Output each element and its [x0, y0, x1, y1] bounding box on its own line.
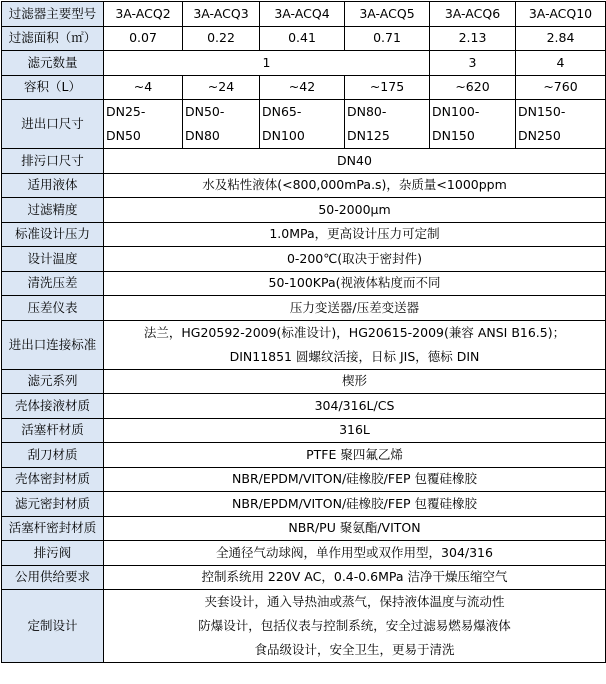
header-row: [2, 2, 606, 27]
row-value: 50-2000μm: [104, 198, 606, 223]
spec-row: [2, 222, 606, 247]
spec-row: [2, 149, 606, 174]
cell-value: ~24: [183, 75, 260, 100]
custom-row: [2, 590, 606, 663]
row-value: 50-100KPa(视液体粘度而不同: [104, 271, 606, 296]
row-value: 0-200℃(取决于密封件): [104, 247, 606, 272]
row-label: 滤元数量: [2, 51, 104, 76]
port-size-line: DN65-: [262, 104, 302, 119]
row-label: 排污阀: [2, 541, 104, 566]
row-label: 设计温度: [2, 247, 104, 272]
port-size-line: DN100-: [432, 104, 480, 119]
row-label: 容积（L）: [2, 75, 104, 100]
cell-value: ~42: [260, 75, 345, 100]
port-size-line: DN25-: [106, 104, 146, 119]
spec-row: [2, 467, 606, 492]
cell-value: 3: [430, 51, 516, 76]
connection-line: 法兰，HG20592-2009(标准设计)，HG20615-2009(兼容 ANSI B16.5)；: [143, 324, 566, 340]
port-size-line: DN50-: [185, 104, 225, 119]
port-size: [260, 100, 345, 149]
model-name: 3A-ACQ3: [183, 2, 260, 27]
model-name: 3A-ACQ4: [260, 2, 345, 27]
row-label: 活塞杆密封材质: [2, 516, 104, 541]
spec-row: [2, 296, 606, 321]
row-label: 清洗压差: [2, 271, 104, 296]
port-size: [104, 100, 183, 149]
spec-table: [1, 1, 606, 663]
spec-row: [2, 565, 606, 590]
port-size: [183, 100, 260, 149]
port-size: [345, 100, 430, 149]
ports-row: [2, 100, 606, 149]
row-label: 压差仪表: [2, 296, 104, 321]
spec-row: [2, 198, 606, 223]
custom-line: 夹套设计，通入导热油或蒸气，保持液体温度与流动性: [204, 594, 505, 609]
row-label: 壳体接液材质: [2, 394, 104, 419]
port-size-line: DN100: [262, 128, 305, 143]
custom-line: 食品级设计，安全卫生，更易于清洗: [254, 642, 455, 657]
row-value: 压力变送器/压差变送器: [104, 296, 606, 321]
row-value: DN40: [104, 149, 606, 174]
spec-row: [2, 173, 606, 198]
spec-row: [2, 541, 606, 566]
cell-value: 0.07: [104, 26, 183, 51]
row-value: 1.0MPa，更高设计压力可定制: [104, 222, 606, 247]
row-value: [104, 590, 606, 663]
volume-row: [2, 75, 606, 100]
port-size-line: DN50: [106, 128, 141, 143]
row-value: NBR/EPDM/VITON/硅橡胶/FEP 包覆硅橡胶: [104, 492, 606, 517]
row-label: 标准设计压力: [2, 222, 104, 247]
row-value: PTFE 聚四氟乙烯: [104, 443, 606, 468]
row-value: 全通径气动球阀，单作用型或双作用型，304/316: [104, 541, 606, 566]
row-label: 滤元密封材质: [2, 492, 104, 517]
spec-row: [2, 443, 606, 468]
row-value: 304/316L/CS: [104, 394, 606, 419]
row-label: 进出口尺寸: [2, 100, 104, 149]
port-size-line: DN250: [518, 128, 561, 143]
cell-value: ~4: [104, 75, 183, 100]
port-size-line: DN150: [432, 128, 475, 143]
row-value: 楔形: [104, 369, 606, 394]
cell-value: 2.84: [516, 26, 606, 51]
cell-value: 2.13: [430, 26, 516, 51]
row-value: 水及粘性液体(<800,000mPa.s)，杂质量<1000ppm: [104, 173, 606, 198]
model-name: 3A-ACQ10: [516, 2, 606, 27]
connection-line: DIN11851 圆螺纹活接，日标 JIS，德标 DIN: [229, 348, 480, 364]
row-value: NBR/EPDM/VITON/硅橡胶/FEP 包覆硅橡胶: [104, 467, 606, 492]
port-size-line: DN80: [185, 128, 220, 143]
connection-row: [2, 320, 606, 369]
row-label: 过滤精度: [2, 198, 104, 223]
cell-value: ~760: [516, 75, 606, 100]
row-value: 控制系统用 220V AC，0.4-0.6MPa 洁净干燥压缩空气: [104, 565, 606, 590]
row-value: NBR/PU 聚氨酯/VITON: [104, 516, 606, 541]
row-label: 排污口尺寸: [2, 149, 104, 174]
cell-value: ~620: [430, 75, 516, 100]
spec-row: [2, 247, 606, 272]
row-label: 活塞杆材质: [2, 418, 104, 443]
cell-value: ~175: [345, 75, 430, 100]
row-label: 定制设计: [2, 590, 104, 663]
row-label: 壳体密封材质: [2, 467, 104, 492]
cell-value: 0.41: [260, 26, 345, 51]
custom-line: 防爆设计，包括仪表与控制系统，安全过滤易燃易爆液体: [198, 618, 511, 633]
cell-value: 4: [516, 51, 606, 76]
port-size-line: DN150-: [518, 104, 566, 119]
area-row: [2, 26, 606, 51]
port-size: [516, 100, 606, 149]
row-label: 刮刀材质: [2, 443, 104, 468]
port-size: [430, 100, 516, 149]
spec-row: [2, 516, 606, 541]
cell-value: 0.71: [345, 26, 430, 51]
model-name: 3A-ACQ5: [345, 2, 430, 27]
spec-row: [2, 271, 606, 296]
row-label: 滤元系列: [2, 369, 104, 394]
cell-value: 1: [104, 51, 430, 76]
row-label: 进出口连接标准: [2, 320, 104, 369]
spec-row: [2, 418, 606, 443]
port-size-line: DN80-: [347, 104, 387, 119]
row-label: 过滤面积（㎡）: [2, 26, 104, 51]
spec-row: [2, 369, 606, 394]
header-label: 过滤器主要型号: [2, 2, 104, 27]
spec-row: [2, 394, 606, 419]
spec-row: [2, 492, 606, 517]
cell-value: 0.22: [183, 26, 260, 51]
elements-row: [2, 51, 606, 76]
port-size-line: DN125: [347, 128, 390, 143]
row-label: 适用液体: [2, 173, 104, 198]
row-value: 316L: [104, 418, 606, 443]
model-name: 3A-ACQ2: [104, 2, 183, 27]
row-value: [104, 320, 606, 369]
row-label: 公用供给要求: [2, 565, 104, 590]
model-name: 3A-ACQ6: [430, 2, 516, 27]
